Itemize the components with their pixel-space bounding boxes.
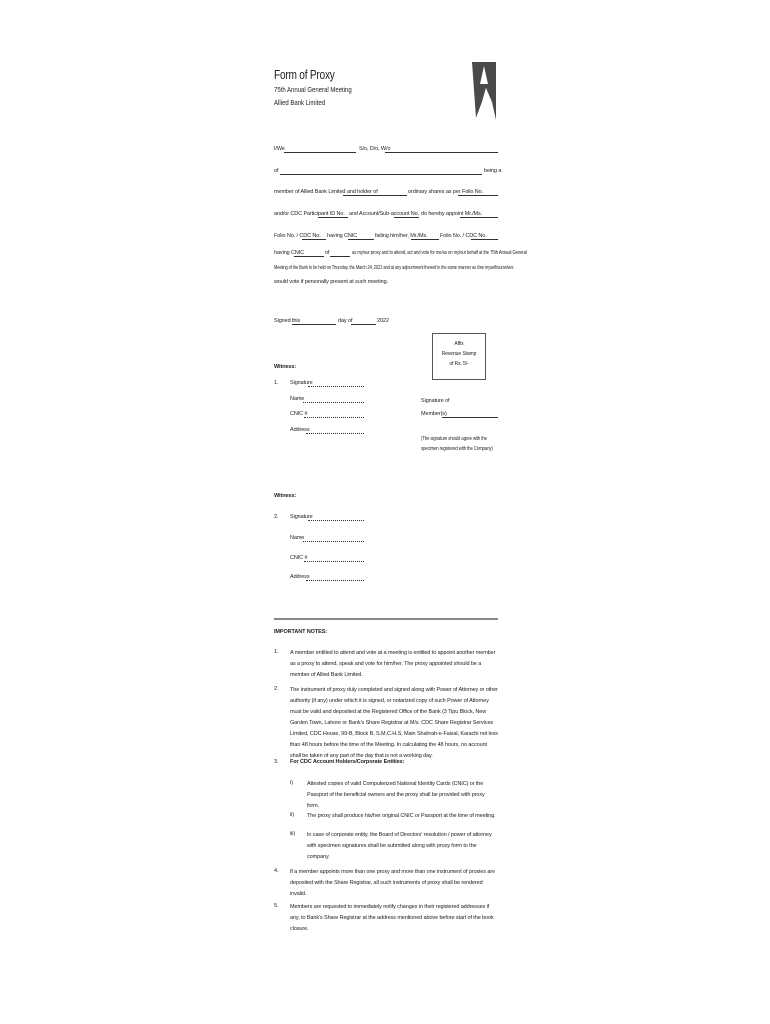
witness-2-name-label: Name xyxy=(290,535,305,541)
alternate-cnic-field[interactable] xyxy=(294,256,324,257)
subnote-3-text: In case of corporate entity, the Board of Directors' resolution / power of attorney with specimen signatures shall be submitted along with proxy form to the company. xyxy=(307,832,492,860)
subnote-1-number: i) xyxy=(290,780,293,786)
alternate-of-field[interactable] xyxy=(330,256,350,257)
note-5-number: 5. xyxy=(274,903,279,909)
witness-2-number: 2. xyxy=(274,514,279,520)
folio-field[interactable] xyxy=(458,195,498,196)
bank-name: Allied Bank Limited xyxy=(274,98,326,107)
subnote-2-text: The proxy shall produce his/her original CNIC or Passport at the time of meeting. xyxy=(307,813,496,819)
witness-1-cnic-field[interactable] xyxy=(304,417,364,418)
witness-2-heading: Witness: xyxy=(274,493,297,499)
note-2-number: 2. xyxy=(274,686,279,692)
signature-note-1: (The signature should agree with the xyxy=(421,436,487,442)
holder-label: member of Allied Bank Limited and holder of xyxy=(274,189,378,195)
alternate-field[interactable] xyxy=(411,239,439,240)
note-4-text: If a member appoints more than one proxy and more than one instrument of proxies are deposited with the Share Registrar, all such instruments of proxy shall be rendered invalid. xyxy=(290,869,495,897)
year-label: 2022 xyxy=(377,318,389,324)
cdc-participant-field[interactable] xyxy=(318,217,348,218)
member-signature-label-2: Member(s) xyxy=(421,411,447,417)
witness-2-cnic-field[interactable] xyxy=(304,561,364,562)
subnote-1-text: Attested copies of valid Computerized National Identity Cards (CNIC) or the Passport of the beneficial owners and the proxy shall be provided with proxy form. xyxy=(307,781,485,809)
signed-day-field[interactable] xyxy=(292,324,336,325)
witness-1-address-label: Address xyxy=(290,427,310,433)
witness-1-cnic-label: CNIC # xyxy=(290,411,308,417)
proxy-folio-field[interactable] xyxy=(302,239,326,240)
appoint-label: do hereby appoint Mr./Ms. xyxy=(421,211,483,217)
subnote-2-number: ii) xyxy=(290,812,294,818)
witness-2-signature-label: Signature xyxy=(290,514,313,520)
day-of-label: day of xyxy=(338,318,353,324)
relation-label: S/o, D/o, W/o xyxy=(359,146,391,152)
note-1-text: A member entitled to attend and vote at a meeting is entitled to appoint another member as a proxy to attend, speak and vote for him/her. The proxy appointed should be a member of Allied Bank Limited. xyxy=(290,650,496,678)
witness-2-address-label: Address xyxy=(290,574,310,580)
note-1-number: 1. xyxy=(274,649,279,655)
iwe-label: I/We xyxy=(274,146,285,152)
witness-1-signature-label: Signature xyxy=(290,380,313,386)
signed-label: Signed this xyxy=(274,318,301,324)
folio-label: ordinary shares as per Folio No. xyxy=(408,189,484,195)
sub-account-field[interactable] xyxy=(394,217,419,218)
shares-field[interactable] xyxy=(343,195,407,196)
stamp-line-2: Revenue Stamp xyxy=(441,351,477,357)
notes-divider xyxy=(274,618,498,620)
proxy-text: as my/our proxy and to attend, act and vote for me/us on my/our behalf at the 75th Annual General xyxy=(352,250,527,256)
note-3-number: 3. xyxy=(274,759,279,765)
alternate-label: failing him/her, Mr./Ms. xyxy=(375,233,428,239)
note-2-text: The instrument of proxy duly completed and signed along with Power of Attorney or other authority (if any) under which it is signed, or notarized copy of such Power of Attorney must be valid and deposited at the Registered Office of the Bank (3 Tipu Block, New Garden Town, Lahore or Bank's Share Registrar at M/s. CDC Share Registrar Services Limited, CDC House, 99-B, Block B, S.M.C.H.S, Main Shahrah-e-Faisal, Karachi not less than 48 hours before the time of the Meeting. In calculating the 48 hours, no account shall be taken of any part of the day that is not a working day. xyxy=(290,687,498,759)
allied-bank-logo-icon xyxy=(470,62,498,122)
witness-1-signature-field[interactable] xyxy=(308,386,364,387)
witness-1-number: 1. xyxy=(274,380,279,386)
meeting-text: Meeting of the Bank to be held on Thursday, the March 24, 2022 and at any adjournment thereof in the same manner as I/we myself/ourselves xyxy=(274,265,514,271)
alternate-folio-field[interactable] xyxy=(471,239,498,240)
note-3-text: For CDC Account Holders/Corporate Entities: xyxy=(290,759,405,765)
of-label: of xyxy=(274,168,279,174)
member-signature-field[interactable] xyxy=(442,417,498,418)
sub-account-label: and Account/Sub-account No. xyxy=(349,211,420,217)
note-4-number: 4. xyxy=(274,868,279,874)
witness-1-address-field[interactable] xyxy=(306,433,364,434)
witness-1-name-label: Name xyxy=(290,396,305,402)
revenue-stamp-box xyxy=(432,333,486,380)
alternate-folio-label: Folio No. / CDC No. xyxy=(440,233,487,239)
witness-2-cnic-label: CNIC # xyxy=(290,555,308,561)
stamp-line-3: of Rs. 5/- xyxy=(449,361,469,367)
witness-2-name-field[interactable] xyxy=(303,541,364,542)
cdc-participant-label: and/or CDC Participant ID No. xyxy=(274,211,345,217)
relation-field[interactable] xyxy=(385,152,498,153)
proxy-cnic-label: having CNIC xyxy=(327,233,358,239)
witness-1-name-field[interactable] xyxy=(303,402,364,403)
page-title: Form of Proxy xyxy=(274,67,335,82)
stamp-line-1: Affix xyxy=(454,341,464,347)
signed-month-field[interactable] xyxy=(351,324,376,325)
witness-2-address-field[interactable] xyxy=(306,580,364,581)
being-a-label: being a xyxy=(484,168,502,174)
witness-1-heading: Witness: xyxy=(274,364,297,370)
proxy-folio-label: Folio No. / CDC No. xyxy=(274,233,321,239)
witness-2-signature-field[interactable] xyxy=(308,520,364,521)
signature-note-2: specimen registered with the Company) xyxy=(421,446,493,452)
meeting-subtitle: 75th Annual General Meeting xyxy=(274,85,352,94)
appoint-field[interactable] xyxy=(460,217,498,218)
address-field[interactable] xyxy=(280,174,482,175)
meeting-text-end: would vote if personally present at such meeting. xyxy=(274,279,389,285)
alternate-of-label: of xyxy=(325,250,330,256)
note-5-text: Members are requested to immediately notify changes in their registered addresses if any, to Bank's Share Registrar at the address mentioned above before start of the book closure. xyxy=(290,904,494,932)
member-signature-label-1: Signature of xyxy=(421,398,450,404)
proxy-cnic-field[interactable] xyxy=(348,239,374,240)
notes-heading: IMPORTANT NOTES: xyxy=(274,629,327,635)
name-field[interactable] xyxy=(284,152,356,153)
subnote-3-number: iii) xyxy=(290,831,296,837)
alternate-cnic-label: having CNIC xyxy=(274,250,305,256)
